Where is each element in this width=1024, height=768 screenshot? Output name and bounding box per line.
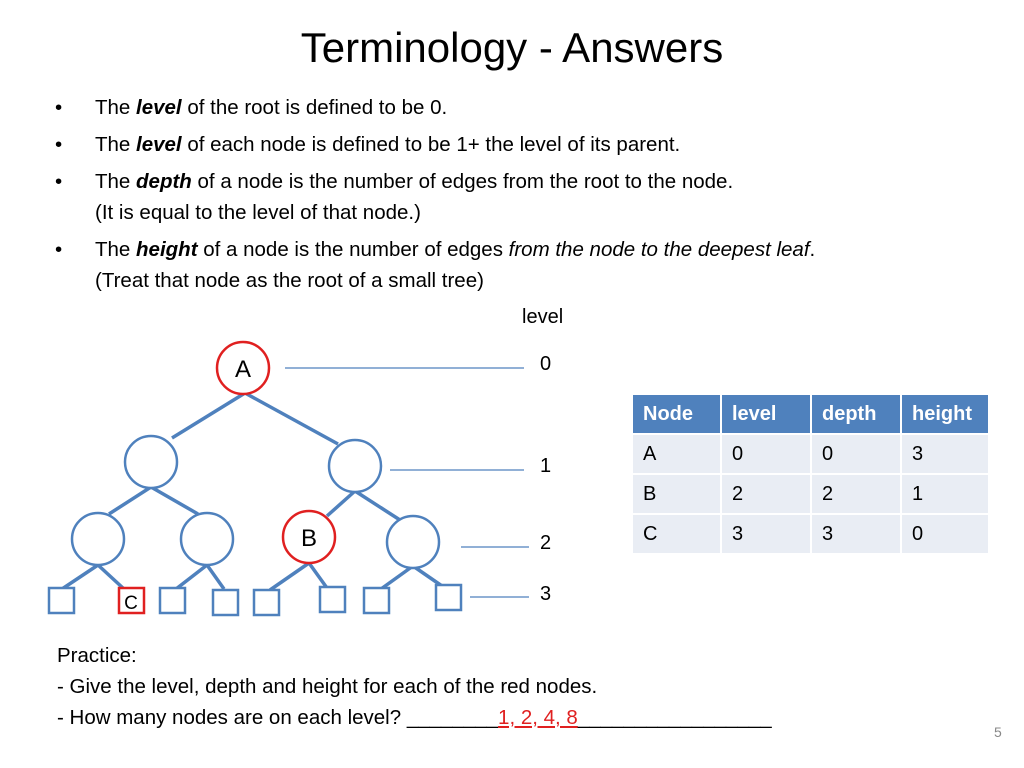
tree-edge [381, 566, 413, 589]
level-number-3: 3 [540, 583, 552, 605]
bullet-text: of each node is defined to be 1+ the level of its parent. [181, 133, 681, 156]
bullet-text: of the root is defined to be 0. [181, 96, 448, 119]
tree-edge [309, 563, 327, 588]
bullet-dot: • [55, 133, 63, 156]
tree-edge [413, 566, 442, 586]
bullet-text-line2: (It is equal to the level of that node.) [95, 201, 421, 224]
bullet-term: depth [136, 170, 192, 193]
level-number-1: 1 [540, 455, 552, 477]
level-number-0: 0 [540, 353, 552, 375]
node-label-c: C [124, 593, 138, 614]
practice-answer: 1, 2, 4, 8 [498, 706, 578, 729]
table-cell: 3 [812, 515, 900, 553]
table-cell: A [633, 435, 720, 473]
node-label-a: A [234, 356, 252, 383]
node-label-b: B [300, 525, 318, 552]
table-cell: 3 [722, 515, 810, 553]
practice-heading: Practice: [57, 644, 137, 667]
table-header-row [633, 395, 988, 433]
bullet-text: of a node is the number of edges from the root to the node. [191, 170, 734, 193]
leaf-node [364, 588, 389, 613]
practice-blank: _________________ [577, 706, 772, 729]
leaf-node [320, 587, 345, 612]
tree-edge [207, 565, 224, 589]
practice-line-1: - Give the level, depth and height for each of the red nodes. [57, 675, 598, 698]
table-header-cell: height [902, 395, 988, 433]
bullet-dot: • [55, 96, 63, 119]
bullet-dot: • [55, 170, 63, 193]
table-cell: 0 [902, 515, 988, 553]
tree-edge [176, 565, 207, 589]
level-number-2: 2 [540, 532, 552, 554]
bullet-text: of a node is the number of edges [197, 238, 509, 261]
bullet-term: height [136, 238, 198, 261]
node-c2 [181, 513, 233, 565]
bullet-term: level [136, 133, 182, 156]
tree-edge [109, 487, 151, 514]
node-c1 [72, 513, 124, 565]
table-header-cell: level [722, 395, 810, 433]
bullet-text: The [95, 133, 137, 156]
leaf-node [213, 590, 238, 615]
table-cell: C [633, 515, 720, 553]
leaf-node [436, 585, 461, 610]
tree-edge [172, 393, 245, 438]
page-number: 5 [994, 724, 1002, 740]
node-b1 [125, 436, 177, 488]
tree-edge [62, 565, 98, 589]
table-row [633, 515, 988, 553]
table-row [633, 435, 988, 473]
tree-edge [245, 393, 338, 444]
leaf-node [254, 590, 279, 615]
tree-edge [98, 565, 124, 589]
tree-edge [270, 563, 309, 590]
table-cell: 2 [722, 475, 810, 513]
level-heading: level [522, 306, 564, 328]
bullet-text: . [809, 238, 816, 261]
tree-nodes [49, 436, 461, 615]
bullet-italic: from the node to the deepest leaf [508, 238, 810, 261]
leaf-node [49, 588, 74, 613]
table-cell: B [633, 475, 720, 513]
node-b2 [329, 440, 381, 492]
slide-title: Terminology - Answers [300, 24, 724, 71]
tree-edges [62, 393, 442, 590]
practice-line-2 [57, 702, 772, 733]
bullet-text-line2: (Treat that node as the root of a small tree) [95, 269, 484, 292]
bullet-text: The [95, 170, 137, 193]
table-header-cell: depth [812, 395, 900, 433]
tree-edge [151, 487, 198, 514]
node-c4 [387, 516, 439, 568]
tree-edge [355, 491, 400, 520]
table-cell: 1 [902, 475, 988, 513]
bullet-dot: • [55, 238, 63, 261]
practice-question: - How many nodes are on each level? ________ [57, 706, 499, 729]
bullet-text: The [95, 96, 137, 119]
bullet-text: The [95, 238, 137, 261]
table-header-cell: Node [633, 395, 720, 433]
terminology-table [631, 393, 990, 555]
table-cell: 3 [902, 435, 988, 473]
bullet-term: level [136, 96, 182, 119]
leaf-node [160, 588, 185, 613]
table-cell: 0 [722, 435, 810, 473]
tree-edge [327, 491, 355, 516]
table-cell: 2 [812, 475, 900, 513]
practice-section [57, 640, 772, 733]
table-cell: 0 [812, 435, 900, 473]
table-row [633, 475, 988, 513]
